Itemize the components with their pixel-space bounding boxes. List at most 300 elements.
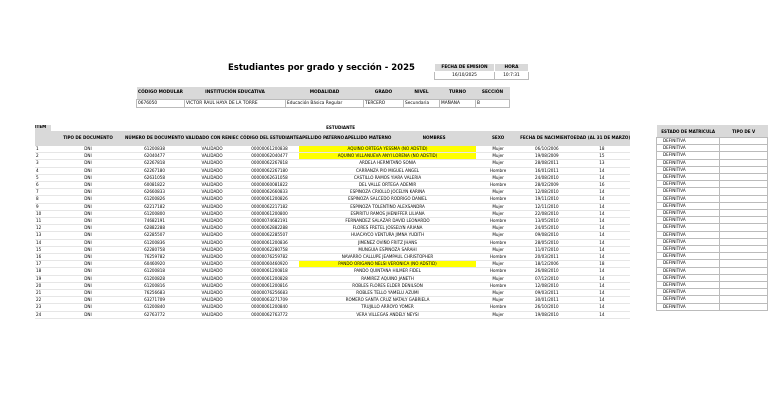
- student-name-cell: AQUINO VILLANUEVA ANYI LORENA (NO ADSTID): [299, 153, 476, 160]
- age-cell: 15: [574, 153, 631, 160]
- birthdate-cell: 26/08/2010: [520, 268, 573, 275]
- table-row: [35, 182, 630, 189]
- student-code-cell: 00000061200800: [240, 210, 299, 217]
- table-row: [35, 282, 630, 289]
- item-cell: 10: [35, 210, 51, 217]
- birthdate-cell: 19/08/2009: [520, 153, 573, 160]
- birthdate-cell: 07/12/2010: [520, 275, 573, 282]
- birthdate-cell: 19/08/2010: [520, 311, 573, 318]
- item-cell: 17: [35, 261, 51, 268]
- student-code-cell: 00000061200818: [240, 268, 299, 275]
- item-cell: 5: [35, 174, 51, 181]
- column-header-1: NÚMERO DE DOCUMENTO: [125, 131, 184, 146]
- page-title: Estudiantes por grado y sección - 2025: [228, 63, 415, 73]
- info-value-4: Secundaria: [404, 100, 440, 108]
- sex-cell: Mujer: [476, 246, 520, 253]
- status-row: [657, 282, 768, 289]
- sex-cell: Mujer: [476, 261, 520, 268]
- age-cell: 14: [574, 311, 631, 318]
- table-row: [35, 203, 630, 210]
- doc-number-cell: 61200840: [125, 304, 184, 311]
- status-row: [657, 195, 768, 202]
- birthdate-cell: 20/03/2011: [520, 254, 573, 261]
- student-code-cell: 00000074682191: [240, 218, 299, 225]
- doc-type-cell: DNI: [51, 210, 125, 217]
- type-cell: [720, 274, 768, 281]
- student-code-cell: 00000061200836: [240, 239, 299, 246]
- column-header-0: TIPO DE DOCUMENTO: [51, 131, 125, 146]
- item-cell: 16: [35, 254, 51, 261]
- student-name-cell: ROMERO SANTA CRUZ NATALY GABRIELA: [299, 297, 476, 304]
- info-header-6: SECCIÓN: [476, 87, 510, 100]
- type-cell: [720, 231, 768, 238]
- info-header-0: CÓDIGO MODULAR: [137, 87, 185, 100]
- age-cell: 14: [574, 246, 631, 253]
- sex-cell: Mujer: [476, 174, 520, 181]
- status-row: [657, 210, 768, 217]
- student-code-cell: 00000076259782: [240, 254, 299, 261]
- enrollment-status-cell: DEFINITIVA: [657, 282, 720, 289]
- age-cell: 14: [574, 268, 631, 275]
- enrollment-status-cell: DEFINITIVA: [657, 174, 720, 181]
- column-header-8: FECHA DE NACIMIENTO: [520, 131, 573, 146]
- item-cell: 11: [35, 218, 51, 225]
- doc-type-cell: DNI: [51, 246, 125, 253]
- reniec-cell: VALIDADO: [184, 282, 240, 289]
- item-cell: 4: [35, 167, 51, 174]
- student-code-cell: 00000063271709: [240, 297, 299, 304]
- doc-type-cell: DNI: [51, 282, 125, 289]
- sex-cell: Mujer: [476, 160, 520, 167]
- item-cell: 23: [35, 304, 51, 311]
- info-value-0: 0676050: [137, 100, 185, 108]
- birthdate-cell: 12/08/2010: [520, 189, 573, 196]
- table-row: [35, 254, 630, 261]
- status-row: [657, 188, 768, 195]
- doc-type-cell: DNI: [51, 196, 125, 203]
- table-row: [35, 232, 630, 239]
- table-row: [35, 239, 630, 246]
- item-cell: 8: [35, 196, 51, 203]
- doc-number-cell: 62763772: [125, 311, 184, 318]
- column-header-9: EDAD (AL 31 DE MARZO): [574, 131, 631, 146]
- item-cell: 15: [35, 246, 51, 253]
- item-cell: 7: [35, 189, 51, 196]
- birthdate-cell: 28/05/2010: [520, 239, 573, 246]
- info-value-5: MAÑANA: [440, 100, 476, 108]
- table-row: [35, 174, 630, 181]
- student-name-cell: VERA VILLEGAS ANDELY NEYSI: [299, 311, 476, 318]
- age-cell: 18: [574, 146, 631, 153]
- table-row: [35, 196, 630, 203]
- type-cell: [720, 145, 768, 152]
- sex-cell: Mujer: [476, 153, 520, 160]
- sex-cell: Hombre: [476, 254, 520, 261]
- student-code-cell: 00000060460920: [240, 261, 299, 268]
- doc-number-cell: 62882288: [125, 225, 184, 232]
- type-cell: [720, 282, 768, 289]
- student-code-cell: 00000062763772: [240, 311, 299, 318]
- student-name-cell: NAVARRO CALLUPE JEAMPAUL CHRISTOPHER: [299, 254, 476, 261]
- student-name-cell: ESPINOZA CRIOLLO JOCELYN KARINA: [299, 189, 476, 196]
- doc-type-cell: DNI: [51, 232, 125, 239]
- emission-date-value: 16/10/2025: [435, 72, 495, 80]
- type-cell: [720, 152, 768, 159]
- student-name-cell: RAMIREZ AQUINO JANETH: [299, 275, 476, 282]
- info-header-4: NIVEL: [404, 87, 440, 100]
- student-name-cell: PANDO QUINTANA HILMER FIDEL: [299, 268, 476, 275]
- column-header-5: APELLIDO MATERNO: [344, 131, 392, 146]
- doc-number-cell: 62660833: [125, 189, 184, 196]
- enrollment-status-cell: DEFINITIVA: [657, 253, 720, 260]
- table-row: [35, 297, 630, 304]
- reniec-cell: VALIDADO: [184, 174, 240, 181]
- student-code-cell: 00000062882288: [240, 225, 299, 232]
- item-cell: 13: [35, 232, 51, 239]
- doc-type-cell: DNI: [51, 189, 125, 196]
- student-name-cell: JIMENEZ OVIÑO FRITZ JHANS: [299, 239, 476, 246]
- enrollment-status-cell: DEFINITIVA: [657, 260, 720, 267]
- student-name-cell: ROBLES FLORES ELDER DENILSON: [299, 282, 476, 289]
- table-row: [35, 225, 630, 232]
- student-name-cell: MUNGUIA ESPINOZA SARAHI: [299, 246, 476, 253]
- type-cell: [720, 224, 768, 231]
- enrollment-status-cell: DEFINITIVA: [657, 188, 720, 195]
- reniec-cell: VALIDADO: [184, 239, 240, 246]
- reniec-cell: VALIDADO: [184, 275, 240, 282]
- reniec-cell: VALIDADO: [184, 268, 240, 275]
- student-code-cell: 00000061200826: [240, 196, 299, 203]
- emission-table: [434, 63, 529, 80]
- right-header-1: TIPO DE V: [720, 125, 768, 138]
- status-row: [657, 303, 768, 310]
- student-code-cell: 00000062267180: [240, 167, 299, 174]
- status-row: [657, 231, 768, 238]
- reniec-cell: VALIDADO: [184, 146, 240, 153]
- doc-type-cell: DNI: [51, 297, 125, 304]
- table-row: [35, 261, 630, 268]
- info-value-2: Educación Básica Regular: [286, 100, 364, 108]
- item-cell: 18: [35, 268, 51, 275]
- table-row: [35, 268, 630, 275]
- birthdate-cell: 24/05/2010: [520, 225, 573, 232]
- table-row: [35, 275, 630, 282]
- info-header-3: GRADO: [364, 87, 404, 100]
- reniec-cell: VALIDADO: [184, 311, 240, 318]
- table-row: [35, 210, 630, 217]
- student-code-cell: 00000076256683: [240, 290, 299, 297]
- birthdate-cell: 12/11/2010: [520, 203, 573, 210]
- doc-type-cell: DNI: [51, 275, 125, 282]
- age-cell: 14: [574, 174, 631, 181]
- reniec-cell: VALIDADO: [184, 225, 240, 232]
- reniec-cell: VALIDADO: [184, 246, 240, 253]
- column-header-4: APELLIDO PATERNO: [299, 131, 344, 146]
- type-cell: [720, 166, 768, 173]
- type-cell: [720, 267, 768, 274]
- sex-cell: Mujer: [476, 146, 520, 153]
- birthdate-cell: 13/05/2010: [520, 218, 573, 225]
- info-header-1: INSTITUCIÓN EDUCATIVA: [185, 87, 286, 100]
- enrollment-status-cell: DEFINITIVA: [657, 217, 720, 224]
- column-header-2: VALIDADO CON RENIEC: [184, 131, 240, 146]
- status-row: [657, 224, 768, 231]
- emission-time-value: 10:7:31: [495, 72, 529, 80]
- age-cell: 14: [574, 225, 631, 232]
- doc-number-cell: 62267180: [125, 167, 184, 174]
- doc-number-cell: 60460920: [125, 261, 184, 268]
- age-cell: 14: [574, 210, 631, 217]
- enrollment-status-cell: DEFINITIVA: [657, 238, 720, 245]
- student-name-cell: PANDO ORIGANO NELSI VERONICA (NO ADSTID): [299, 261, 476, 268]
- student-code-cell: 00000062631058: [240, 174, 299, 181]
- type-cell: [720, 195, 768, 202]
- students-table: [35, 125, 630, 319]
- sex-cell: Mujer: [476, 225, 520, 232]
- table-row: [35, 290, 630, 297]
- birthdate-cell: 19/11/2010: [520, 196, 573, 203]
- student-code-cell: 00000061200840: [240, 304, 299, 311]
- reniec-cell: VALIDADO: [184, 160, 240, 167]
- doc-number-cell: 62285507: [125, 232, 184, 239]
- doc-number-cell: 61200816: [125, 282, 184, 289]
- sex-cell: Mujer: [476, 210, 520, 217]
- student-group-header: ESTUDIANTE: [51, 125, 630, 131]
- table-row: [35, 160, 630, 167]
- status-row: [657, 138, 768, 145]
- student-code-cell: 00000061200828: [240, 275, 299, 282]
- student-code-cell: 00000062267818: [240, 160, 299, 167]
- sex-cell: Mujer: [476, 275, 520, 282]
- sex-cell: Hombre: [476, 304, 520, 311]
- emission-time-header: HORA: [495, 64, 529, 72]
- doc-number-cell: 62267818: [125, 160, 184, 167]
- reniec-cell: VALIDADO: [184, 196, 240, 203]
- doc-number-cell: 61200836: [125, 239, 184, 246]
- birthdate-cell: 12/08/2010: [520, 282, 573, 289]
- status-row: [657, 174, 768, 181]
- type-cell: [720, 296, 768, 303]
- age-cell: 14: [574, 239, 631, 246]
- student-code-cell: 00000060081822: [240, 182, 299, 189]
- doc-number-cell: 74682191: [125, 218, 184, 225]
- age-cell: 14: [574, 290, 631, 297]
- table-row: [35, 304, 630, 311]
- reniec-cell: VALIDADO: [184, 203, 240, 210]
- doc-type-cell: DNI: [51, 311, 125, 318]
- table-row: [35, 153, 630, 160]
- birthdate-cell: 18/12/2006: [520, 261, 573, 268]
- enrollment-status-cell: DEFINITIVA: [657, 159, 720, 166]
- student-name-cell: ARDELA HERMITAÑO SONIA: [299, 160, 476, 167]
- status-row: [657, 152, 768, 159]
- type-cell: [720, 159, 768, 166]
- age-cell: 14: [574, 282, 631, 289]
- doc-number-cell: 62040477: [125, 153, 184, 160]
- student-name-cell: CASTILLO RAMOS YIARA VALERIA: [299, 174, 476, 181]
- age-cell: 16: [574, 182, 631, 189]
- type-cell: [720, 246, 768, 253]
- table-row: [35, 146, 630, 153]
- sex-cell: Hombre: [476, 167, 520, 174]
- item-cell: 20: [35, 282, 51, 289]
- student-name-cell: FERNANDEZ SALAZAR DAVID LEONARDO: [299, 218, 476, 225]
- reniec-cell: VALIDADO: [184, 167, 240, 174]
- item-cell: 9: [35, 203, 51, 210]
- reniec-cell: VALIDADO: [184, 189, 240, 196]
- item-cell: 12: [35, 225, 51, 232]
- student-code-cell: 00000062040477: [240, 153, 299, 160]
- doc-type-cell: DNI: [51, 225, 125, 232]
- item-cell: 19: [35, 275, 51, 282]
- enrollment-status-cell: DEFINITIVA: [657, 296, 720, 303]
- doc-type-cell: DNI: [51, 218, 125, 225]
- item-cell: 3: [35, 160, 51, 167]
- enrollment-status-cell: DEFINITIVA: [657, 152, 720, 159]
- enrollment-status-cell: DEFINITIVA: [657, 195, 720, 202]
- student-name-cell: ESPINOZA TOLENTINO ALEXSANDRA: [299, 203, 476, 210]
- type-cell: [720, 289, 768, 296]
- status-row: [657, 166, 768, 173]
- birthdate-cell: 09/08/2010: [520, 232, 573, 239]
- student-name-cell: HUACAYCO VENTURA JIMNA YUDITH: [299, 232, 476, 239]
- age-cell: 14: [574, 189, 631, 196]
- doc-number-cell: 62631058: [125, 174, 184, 181]
- age-cell: 14: [574, 232, 631, 239]
- student-name-cell: ROBLES TELLO YAMELU AZUMI: [299, 290, 476, 297]
- table-row: [35, 167, 630, 174]
- type-cell: [720, 174, 768, 181]
- student-code-cell: 00000062280758: [240, 246, 299, 253]
- doc-type-cell: DNI: [51, 254, 125, 261]
- age-cell: 14: [574, 254, 631, 261]
- enrollment-status-cell: DEFINITIVA: [657, 246, 720, 253]
- type-cell: [720, 181, 768, 188]
- status-row: [657, 181, 768, 188]
- type-cell: [720, 253, 768, 260]
- doc-number-cell: 61200800: [125, 210, 184, 217]
- sex-cell: Mujer: [476, 311, 520, 318]
- birthdate-cell: 16/01/2011: [520, 167, 573, 174]
- student-code-cell: 00000061200816: [240, 282, 299, 289]
- reniec-cell: VALIDADO: [184, 182, 240, 189]
- age-cell: 14: [574, 297, 631, 304]
- emission-date-header: FECHA DE EMISIÓN: [435, 64, 495, 72]
- student-code-cell: 00000062217182: [240, 203, 299, 210]
- reniec-cell: VALIDADO: [184, 254, 240, 261]
- doc-number-cell: 63271709: [125, 297, 184, 304]
- doc-number-cell: 76256683: [125, 290, 184, 297]
- status-row: [657, 145, 768, 152]
- info-value-1: VICTOR RAUL HAYA DE LA TORRE: [185, 100, 286, 108]
- reniec-cell: VALIDADO: [184, 261, 240, 268]
- doc-number-cell: 61200826: [125, 196, 184, 203]
- doc-number-cell: 76259782: [125, 254, 184, 261]
- sex-cell: Hombre: [476, 239, 520, 246]
- status-row: [657, 296, 768, 303]
- type-cell: [720, 202, 768, 209]
- sex-cell: Mujer: [476, 189, 520, 196]
- age-cell: 14: [574, 304, 631, 311]
- reniec-cell: VALIDADO: [184, 290, 240, 297]
- doc-type-cell: DNI: [51, 146, 125, 153]
- doc-type-cell: DNI: [51, 239, 125, 246]
- birthdate-cell: 24/08/2010: [520, 174, 573, 181]
- student-name-cell: ESPINOZA SALCEDO RODRIGO DANIEL: [299, 196, 476, 203]
- doc-number-cell: 60081822: [125, 182, 184, 189]
- item-cell: 2: [35, 153, 51, 160]
- column-header-3: CÓDIGO DEL ESTUDIANTE: [240, 131, 299, 146]
- student-name-cell: DEL VALLE ORTEGA ADEMIR: [299, 182, 476, 189]
- column-header-7: SEXO: [476, 131, 520, 146]
- age-cell: 13: [574, 160, 631, 167]
- birthdate-cell: 09/03/2011: [520, 290, 573, 297]
- status-row: [657, 260, 768, 267]
- right-header-0: ESTADO DE MATRICULA: [657, 125, 720, 138]
- type-cell: [720, 260, 768, 267]
- status-row: [657, 274, 768, 281]
- type-cell: [720, 217, 768, 224]
- sex-cell: Mujer: [476, 290, 520, 297]
- doc-type-cell: DNI: [51, 182, 125, 189]
- doc-number-cell: 61200838: [125, 146, 184, 153]
- status-row: [657, 246, 768, 253]
- enrollment-status-cell: DEFINITIVA: [657, 274, 720, 281]
- type-cell: [720, 210, 768, 217]
- age-cell: 14: [574, 167, 631, 174]
- doc-type-cell: DNI: [51, 174, 125, 181]
- enrollment-status-cell: DEFINITIVA: [657, 303, 720, 310]
- doc-type-cell: DNI: [51, 290, 125, 297]
- sex-cell: Hombre: [476, 218, 520, 225]
- item-cell: 1: [35, 146, 51, 153]
- student-name-cell: FLORES FRETEL JOSSELYN ARIANA: [299, 225, 476, 232]
- enrollment-status-cell: DEFINITIVA: [657, 267, 720, 274]
- birthdate-cell: 11/07/2010: [520, 246, 573, 253]
- age-cell: 14: [574, 275, 631, 282]
- reniec-cell: VALIDADO: [184, 232, 240, 239]
- sex-cell: Hombre: [476, 282, 520, 289]
- table-row: [35, 189, 630, 196]
- reniec-cell: VALIDADO: [184, 210, 240, 217]
- sex-cell: Mujer: [476, 232, 520, 239]
- table-row: [35, 218, 630, 225]
- enrollment-status-cell: DEFINITIVA: [657, 181, 720, 188]
- student-name-cell: CARRANZA PIO MIGUEL ANGEL: [299, 167, 476, 174]
- sex-cell: Mujer: [476, 203, 520, 210]
- birthdate-cell: 22/08/2010: [520, 210, 573, 217]
- enrollment-status-cell: DEFINITIVA: [657, 145, 720, 152]
- status-row: [657, 253, 768, 260]
- status-row: [657, 159, 768, 166]
- student-name-cell: ESPIRITU RAMOS JHENIFFER LILIANA: [299, 210, 476, 217]
- sex-cell: Hombre: [476, 196, 520, 203]
- item-cell: 14: [35, 239, 51, 246]
- doc-type-cell: DNI: [51, 268, 125, 275]
- student-name-cell: AQUINO ORTEGA YESSMA (NO ADSTID): [299, 146, 476, 153]
- doc-type-cell: DNI: [51, 160, 125, 167]
- birthdate-cell: 26/10/2010: [520, 304, 573, 311]
- age-cell: 18: [574, 261, 631, 268]
- age-cell: 14: [574, 203, 631, 210]
- table-row: [35, 246, 630, 253]
- doc-type-cell: DNI: [51, 261, 125, 268]
- info-value-6: B: [476, 100, 510, 108]
- type-cell: [720, 238, 768, 245]
- birthdate-cell: 28/02/2009: [520, 182, 573, 189]
- birthdate-cell: 30/01/2011: [520, 297, 573, 304]
- enrollment-status-cell: DEFINITIVA: [657, 138, 720, 145]
